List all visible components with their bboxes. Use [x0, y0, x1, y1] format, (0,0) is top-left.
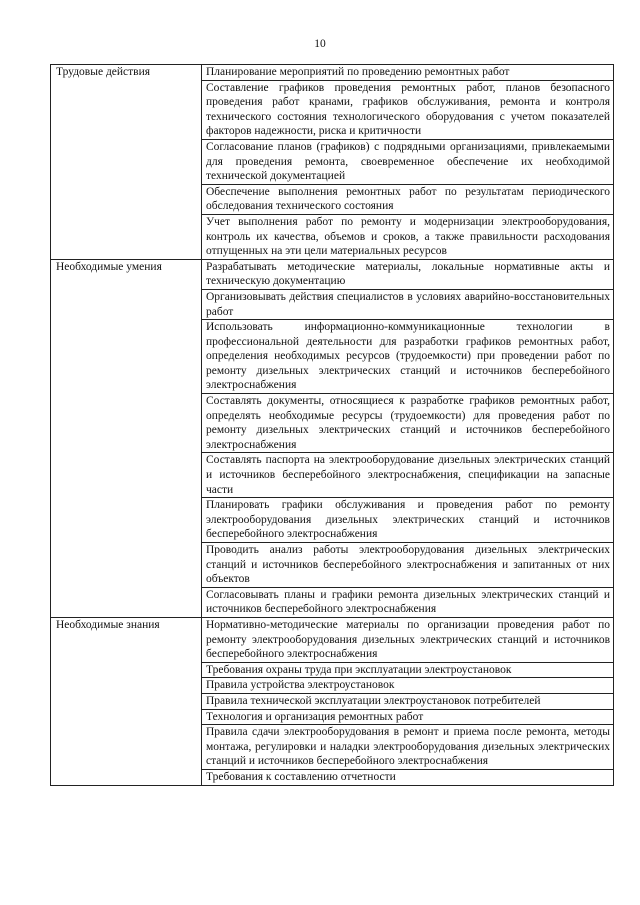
table-cell: Составлять паспорта на электрооборудование дизельных электрических станций и источников бесперебойного электроснабжения, спецификации на запасные части — [202, 453, 614, 498]
table-cell: Правила технической эксплуатации электроустановок потребителей — [202, 693, 614, 709]
table-cell: Организовывать действия специалистов в условиях аварийно-восстановительных работ — [202, 289, 614, 319]
table-cell: Обеспечение выполнения ремонтных работ по результатам периодического обследования технического состояния — [202, 184, 614, 214]
table-row — [51, 65, 614, 81]
table-cell: Нормативно-методические материалы по организации проведения работ по ремонту электрооборудования дизельных электрических станций и источников бесперебойного электроснабжения — [202, 617, 614, 662]
table-cell: Планирование мероприятий по проведению ремонтных работ — [202, 65, 614, 81]
professional-standard-table — [50, 64, 614, 786]
table-cell: Согласование планов (графиков) с подрядными организациями, привлекаемыми для проведения ремонта, своевременное обеспечение их необходимой технической документацией — [202, 139, 614, 184]
table-cell: Технология и организация ремонтных работ — [202, 709, 614, 725]
table-cell: Составление графиков проведения ремонтных работ, планов безопасного проведения работ кранами, графиков обслуживания, ремонта и контроля технического состояния технологического оборудования с учетом показателей факторов надежности, риска и критичности — [202, 80, 614, 139]
table-cell: Требования к составлению отчетности — [202, 769, 614, 785]
table-cell: Учет выполнения работ по ремонту и модернизации электрооборудования, контроль их качества, объемов и сроков, а также правильности расходования отпущенных на эти цели материальных ресурсов — [202, 214, 614, 259]
page-number: 10 — [314, 38, 326, 50]
table-cell: Разрабатывать методические материалы, локальные нормативные акты и техническую документацию — [202, 259, 614, 289]
table-cell: Проводить анализ работы электрооборудования дизельных электрических станций и источников бесперебойного электроснабжения и запитанных от них объектов — [202, 543, 614, 588]
table-cell: Планировать графики обслуживания и проведения работ по ремонту электрооборудования дизельных электрических станций и источников бесперебойного электроснабжения — [202, 498, 614, 543]
table-cell: Правила сдачи электрооборудования в ремонт и приема после ремонта, методы монтажа, регулировки и наладки электрооборудования дизельных электрических станций и источников бесперебойного электроснабжения — [202, 725, 614, 770]
category-required-skills: Необходимые умения — [51, 259, 202, 617]
table-cell: Использовать информационно-коммуникационные технологии в профессиональной деятельности для разработки графиков ремонтных работ, определения необходимых ресурсов (трудоемкости) при проведении работ по ремонту дизельных электрических станций и источников бесперебойного электроснабжения — [202, 320, 614, 394]
category-required-knowledge: Необходимые знания — [51, 617, 202, 785]
table-cell: Правила устройства электроустановок — [202, 678, 614, 694]
table-cell: Согласовывать планы и графики ремонта дизельных электрических станций и источников бесперебойного электроснабжения — [202, 587, 614, 617]
table-cell: Составлять документы, относящиеся к разработке графиков ремонтных работ, определять необходимые ресурсы (трудоемкости) для проведения работ по ремонту дизельных электрических станций и источников бесперебойного электроснабжения — [202, 394, 614, 453]
table-cell: Требования охраны труда при эксплуатации электроустановок — [202, 662, 614, 678]
table-row — [51, 259, 614, 289]
table-row — [51, 617, 614, 662]
category-labor-actions: Трудовые действия — [51, 65, 202, 260]
